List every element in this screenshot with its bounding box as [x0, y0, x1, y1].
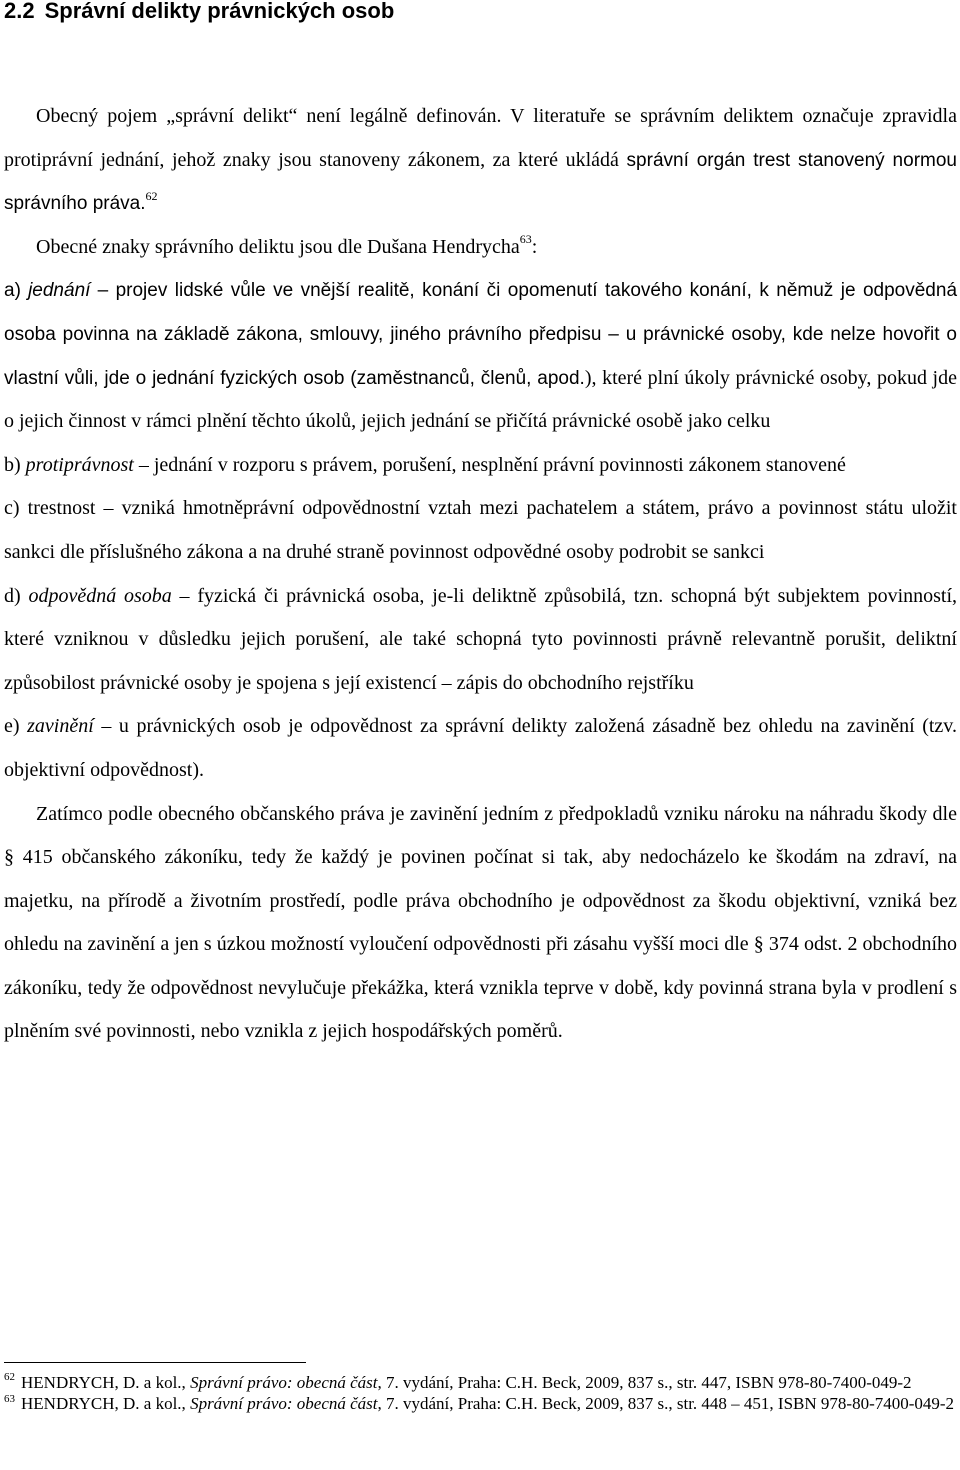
signs-intro-text: Obecné znaky správního deliktu jsou dle Dušana Hendrycha [36, 235, 520, 258]
footnote-authors: HENDRYCH, D. a kol., [21, 1373, 186, 1392]
footnote-number: 63 [4, 1392, 15, 1405]
item-b-text: – jednání v rozporu s právem, porušení, nesplnění právní povinnosti zákonem stanovené [138, 453, 846, 476]
item-b-label: b) [4, 453, 21, 476]
section-title: Správní delikty právnických osob [44, 0, 395, 23]
item-a-text-continued: ), které plní úkoly právnické osoby, pokud jde o jejich činnost v rámci plnění těchto úkolů, jejich jednání se přičítá právnické osobě jako celku [4, 366, 957, 433]
intro-paragraph [4, 95, 957, 226]
item-b-term: protiprávnost [25, 453, 134, 476]
closing-paragraph: Zatímco podle obecného občanského práva je zavinění jedním z předpokladů vzniku nároku na náhradu škody dle § 415 občanského zákoníku, tedy že každý je povinen počínat si tak, aby nedocházelo ke škodám na zdraví, na majetku, na přírodě a životním prostředí, podle práva obchodního je odpovědnost za škodu objektivní, vzniká bez ohledu na zavinění a jen s úzkou možností vyloučení odpovědnosti při zásahu vyšší moci dle § 374 odst. 2 obchodního zákoníku, tedy že odpovědnost nevylučuje překážka, která vznikla teprve v době, kdy povinná strana byla v prodlení s plněním své povinnosti, nebo vznikla z jejich hospodářských poměrů. [4, 802, 957, 1043]
footnote-rest: , 7. vydání, Praha: C.H. Beck, 2009, 837 s., str. 448 – 451, ISBN 978-80-7400-049-2 [377, 1394, 955, 1414]
footnote-ref-63[interactable]: 63 [519, 232, 532, 247]
intro-text: Obecný pojem „správní delikt“ není legálně definován. V literatuře se správním deliktem označuje zpravidla protiprávní jednání, jehož znaky jsou stanoveny zákonem, za které ukládá [4, 105, 957, 171]
item-d-text: fyzická či právnická osoba, je-li deliktně způsobilá, tzn. schopná být subjektem povinností, které vzniknou v důsledku jejich porušení, ale také schopná tyto povinnosti právně relevantně porušit, deliktní způsobilost právnické osoby je spojena s její existencí – zápis do obchodního rejstříku [4, 584, 958, 694]
item-e-text: – u právnických osob je odpovědnost za správní delikty založená zásadně bez ohledu na zavinění (tzv. objektivní odpovědnost). [4, 715, 958, 781]
item-d-term: odpovědná osoba [28, 584, 172, 607]
signs-colon: : [531, 235, 538, 258]
footnote-ref-62[interactable]: 62 [145, 188, 158, 203]
section-heading [4, 0, 394, 28]
item-e-term: zavinění [27, 715, 94, 738]
signs-paragraph [4, 226, 957, 270]
footnote-separator [4, 1362, 306, 1363]
list-item-d [4, 575, 957, 706]
item-e-label: e) [4, 715, 20, 738]
intro-text-sans: správní orgán trest stanovený normou správního práva. [4, 149, 957, 215]
body-text [4, 95, 957, 1054]
list-item-b [4, 444, 957, 488]
item-a-label: a) [4, 280, 21, 302]
item-a-text: – projev lidské vůle ve vnější realitě, konání či opomenutí takového konání, k němuž je odpovědná osoba povinna na základě zákona, smlouvy, jiného právního předpisu – u právnické osoby, kde nelze hovořit o vlastní vůli, jde o jednání fyzických osob (zaměstnanců, členů, apod. [4, 280, 958, 389]
item-d-dash: – [179, 584, 190, 607]
footnote-62 [4, 1372, 957, 1393]
footnote-rest: , 7. vydání, Praha: C.H. Beck, 2009, 837 s., str. 447, ISBN 978-80-7400-049-2 [377, 1373, 912, 1392]
footnote-authors: HENDRYCH, D. a kol., [21, 1394, 186, 1414]
footnotes [4, 1372, 957, 1415]
item-d-label: d) [4, 584, 21, 607]
item-a-term: jednání [28, 280, 91, 302]
list-item-a [4, 269, 957, 443]
footnote-63 [4, 1393, 957, 1414]
footnote-title: Správní právo: obecná část [190, 1373, 378, 1392]
footnote-number: 62 [4, 1371, 15, 1384]
list-item-c: c) trestnost – vzniká hmotněprávní odpovědnostní vztah mezi pachatelem a státem, právo a povinnost státu uložit sankci dle příslušného zákona a na druhé straně povinnost odpovědné osoby podrobit se sankci [4, 497, 957, 563]
footnote-title: Správní právo: obecná část [190, 1394, 378, 1414]
section-number: 2.2 [4, 0, 35, 23]
list-item-e [4, 705, 957, 792]
